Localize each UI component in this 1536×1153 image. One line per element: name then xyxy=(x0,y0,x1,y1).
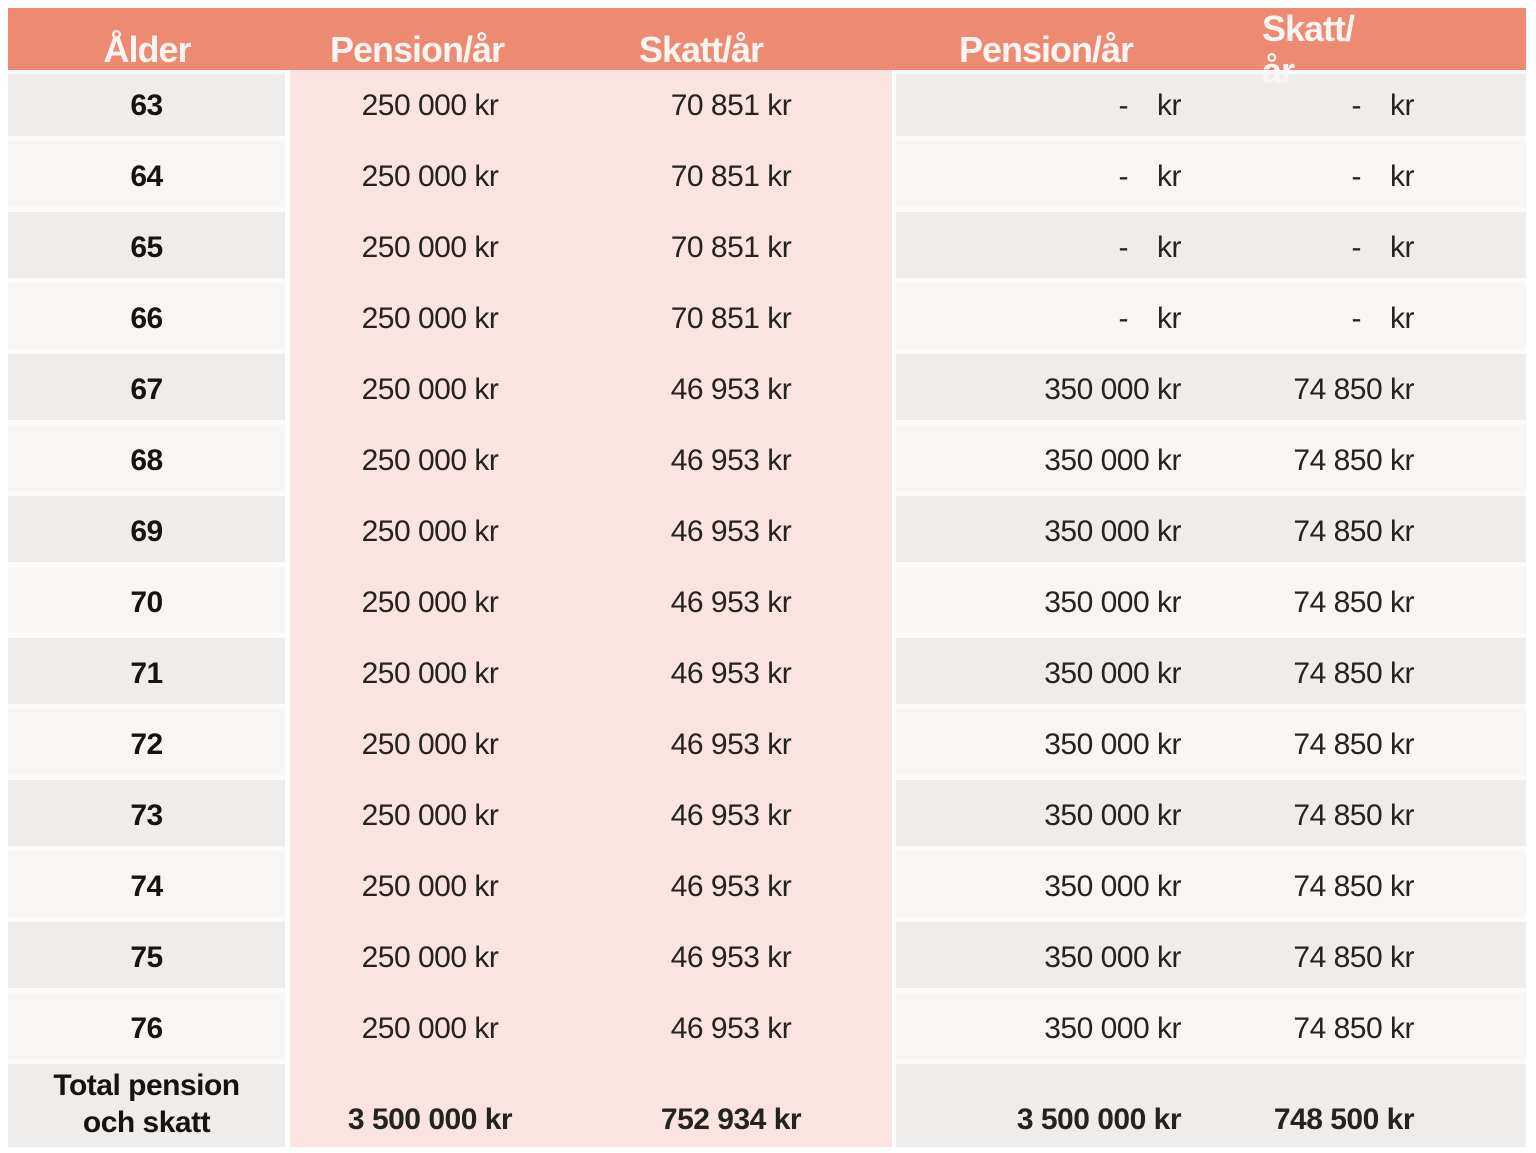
skatt-1-cell: 46 953 kr xyxy=(670,514,792,548)
skatt-1-cell: 46 953 kr xyxy=(670,869,792,903)
skatt-2-cell: 74 850 kr xyxy=(1240,496,1526,567)
skatt-1-cell: 46 953 kr xyxy=(670,443,792,477)
skatt-1-cell: 70 851 kr xyxy=(670,88,792,122)
skatt-2-cell: 74 850 kr xyxy=(1240,851,1526,922)
total-skatt-2-cell: 748 500 kr xyxy=(1240,1064,1526,1147)
total-label-line2: och skatt xyxy=(82,1106,211,1139)
age-cell: 76 xyxy=(8,993,285,1064)
age-cell: 72 xyxy=(8,709,285,780)
skatt-1-cell: 70 851 kr xyxy=(670,230,792,264)
skatt-2-cell: - kr xyxy=(1240,70,1526,141)
skatt-1-cell: 46 953 kr xyxy=(670,727,792,761)
table-row xyxy=(8,141,1526,212)
skatt-1-cell: 46 953 kr xyxy=(670,940,792,974)
pension-1-cell: 250 000 kr xyxy=(361,869,499,903)
age-cell: 68 xyxy=(8,425,285,496)
skatt-2-cell: - kr xyxy=(1240,212,1526,283)
total-pension-1-cell: 3 500 000 kr xyxy=(347,1103,513,1136)
pension-2-cell: 350 000 kr xyxy=(896,354,1240,425)
pension-1-cell: 250 000 kr xyxy=(361,230,499,264)
pension-2-cell: - kr xyxy=(896,212,1240,283)
age-cell: 67 xyxy=(8,354,285,425)
total-label-cell xyxy=(8,1064,285,1147)
skatt-2-cell: 74 850 kr xyxy=(1240,993,1526,1064)
table-body xyxy=(8,70,1526,1147)
table-row xyxy=(8,212,1526,283)
pension-2-cell: 350 000 kr xyxy=(896,922,1240,993)
age-cell: 66 xyxy=(8,283,285,354)
age-cell: 63 xyxy=(8,70,285,141)
pension-2-cell: 350 000 kr xyxy=(896,780,1240,851)
pension-1-cell: 250 000 kr xyxy=(361,88,499,122)
pension-2-cell: - kr xyxy=(896,70,1240,141)
age-cell: 65 xyxy=(8,212,285,283)
header-cell-skatt-1: Skatt/år xyxy=(638,29,764,70)
pension-1-cell: 250 000 kr xyxy=(361,443,499,477)
pension-1-cell: 250 000 kr xyxy=(361,656,499,690)
skatt-1-cell: 46 953 kr xyxy=(670,585,792,619)
skatt-2-cell: 74 850 kr xyxy=(1240,709,1526,780)
header-cell-pension-2: Pension/år xyxy=(958,29,1134,70)
pension-2-cell: 350 000 kr xyxy=(896,993,1240,1064)
skatt-2-cell: 74 850 kr xyxy=(1240,354,1526,425)
pension-2-cell: 350 000 kr xyxy=(896,638,1240,709)
table-row xyxy=(8,283,1526,354)
table-row xyxy=(8,567,1526,638)
age-cell: 73 xyxy=(8,780,285,851)
skatt-2-cell: 74 850 kr xyxy=(1240,638,1526,709)
total-skatt-1-cell: 752 934 kr xyxy=(660,1103,802,1136)
skatt-1-cell: 46 953 kr xyxy=(670,798,792,832)
skatt-1-cell: 46 953 kr xyxy=(670,656,792,690)
pension-1-cell: 250 000 kr xyxy=(361,727,499,761)
pension-1-cell: 250 000 kr xyxy=(361,372,499,406)
table-row xyxy=(8,425,1526,496)
total-pension-2-cell: 3 500 000 kr xyxy=(896,1064,1240,1147)
table-row xyxy=(8,354,1526,425)
pension-2-cell: - kr xyxy=(896,283,1240,354)
table-row xyxy=(8,496,1526,567)
pension-2-cell: 350 000 kr xyxy=(896,567,1240,638)
skatt-2-cell: - kr xyxy=(1240,141,1526,212)
table-row xyxy=(8,993,1526,1064)
skatt-1-cell: 46 953 kr xyxy=(670,1011,792,1045)
header-cell-skatt-2: Skatt/år xyxy=(1262,8,1355,91)
header-cell-alder: Ålder xyxy=(103,29,191,70)
header-cell-pension-1: Pension/år xyxy=(329,29,505,70)
skatt-1-cell: 70 851 kr xyxy=(670,301,792,335)
table-row xyxy=(8,922,1526,993)
table-total-row xyxy=(8,1064,1526,1147)
skatt-2-cell: - kr xyxy=(1240,283,1526,354)
skatt-1-cell: 70 851 kr xyxy=(670,159,792,193)
table-row xyxy=(8,709,1526,780)
table-row xyxy=(8,638,1526,709)
age-cell: 74 xyxy=(8,851,285,922)
pension-1-cell: 250 000 kr xyxy=(361,585,499,619)
age-cell: 69 xyxy=(8,496,285,567)
pension-2-cell: 350 000 kr xyxy=(896,851,1240,922)
skatt-2-cell: 74 850 kr xyxy=(1240,780,1526,851)
pension-1-cell: 250 000 kr xyxy=(361,159,499,193)
skatt-2-cell: 74 850 kr xyxy=(1240,425,1526,496)
age-cell: 70 xyxy=(8,567,285,638)
pension-tax-table xyxy=(8,8,1526,1147)
table-header-row xyxy=(8,8,1526,91)
age-cell: 75 xyxy=(8,922,285,993)
table-row xyxy=(8,780,1526,851)
pension-1-cell: 250 000 kr xyxy=(361,1011,499,1045)
pension-1-cell: 250 000 kr xyxy=(361,301,499,335)
age-cell: 71 xyxy=(8,638,285,709)
pension-1-cell: 250 000 kr xyxy=(361,940,499,974)
skatt-1-cell: 46 953 kr xyxy=(670,372,792,406)
pension-1-cell: 250 000 kr xyxy=(361,514,499,548)
pension-2-cell: 350 000 kr xyxy=(896,496,1240,567)
pension-1-cell: 250 000 kr xyxy=(361,798,499,832)
total-label-line1: Total pension xyxy=(53,1069,240,1102)
pension-2-cell: 350 000 kr xyxy=(896,709,1240,780)
skatt-2-cell: 74 850 kr xyxy=(1240,922,1526,993)
age-cell: 64 xyxy=(8,141,285,212)
table-row xyxy=(8,851,1526,922)
skatt-2-cell: 74 850 kr xyxy=(1240,567,1526,638)
pension-2-cell: - kr xyxy=(896,141,1240,212)
pension-2-cell: 350 000 kr xyxy=(896,425,1240,496)
